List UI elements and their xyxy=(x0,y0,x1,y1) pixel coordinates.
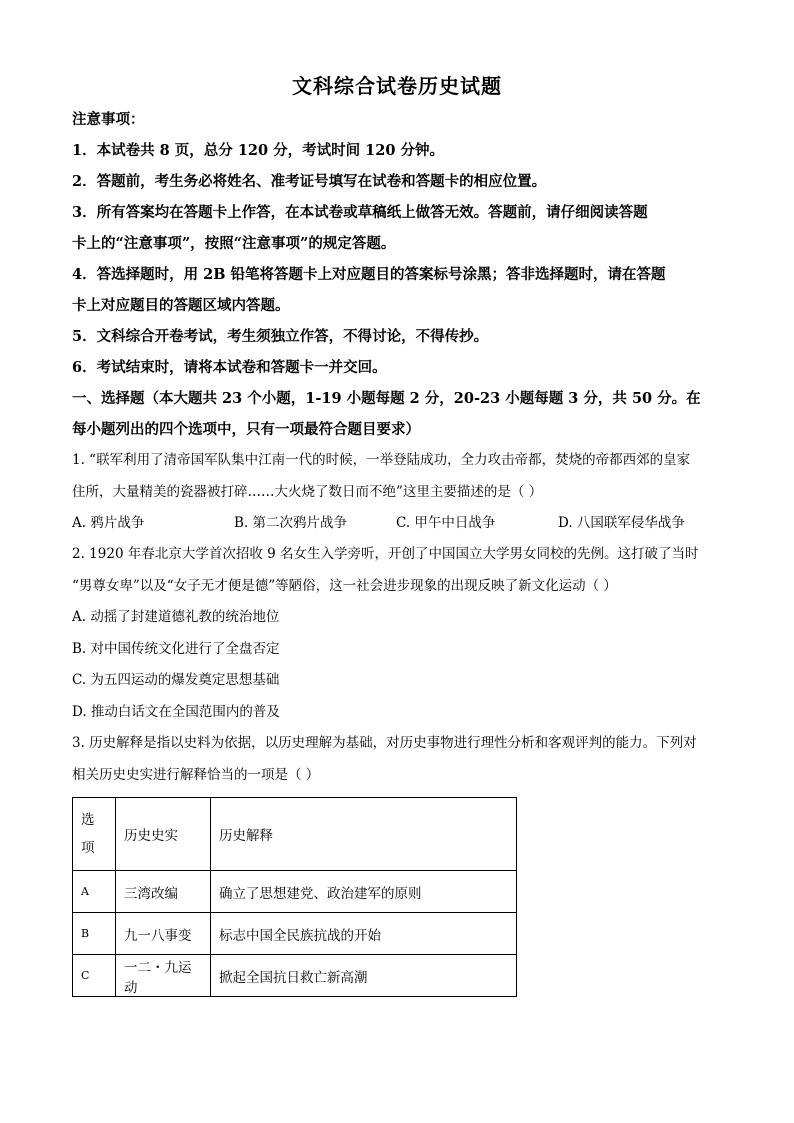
header-cell-fact: 历史史实 xyxy=(116,798,211,871)
options-row xyxy=(72,508,722,539)
cell-explanation: 标志中国全民族抗战的开始 xyxy=(211,913,517,955)
notice-line: 6．考试结束时，请将本试卷和答题卡一并交回。 xyxy=(72,359,387,376)
option-c: C. 为五四运动的爆发奠定思想基础 xyxy=(72,672,280,688)
notice-line: 卡上对应题目的答题区域内答题。 xyxy=(72,297,290,314)
cell-option: B xyxy=(73,913,116,955)
cell-fact: 一二・九运动 xyxy=(116,955,211,997)
cell-explanation: 确立了思想建党、政治建军的原则 xyxy=(211,871,517,913)
notice-line: 5．文科综合开卷考试，考生须独立作答，不得讨论，不得传抄。 xyxy=(72,328,489,345)
option-b: B. 对中国传统文化进行了全盘否定 xyxy=(72,640,280,657)
option-c: C. 甲午中日战争 xyxy=(396,515,496,531)
section-line: 每小题列出的四个选项中，只有一项最符合题目要求） xyxy=(72,421,420,438)
question-1 xyxy=(72,445,722,539)
history-table xyxy=(72,797,517,997)
notice-line: 4．答选择题时，用 2B 铅笔将答题卡上对应题目的答案标号涂黑；答非选择题时，请在答题 xyxy=(72,266,666,283)
cell-option: C xyxy=(73,955,116,997)
option-b: B. 第二次鸦片战争 xyxy=(234,515,348,531)
question-text: 2. 1920 年春北京大学首次招收 9 名女生入学旁听，开创了中国国立大学男女同校的先例。这打破了当时 xyxy=(72,546,699,562)
notice-section xyxy=(72,104,722,383)
notice-line: 3．所有答案均在答题卡上作答，在本试卷或草稿纸上做答无效。答题前，请仔细阅读答题 xyxy=(72,204,648,221)
table-row xyxy=(73,955,517,997)
question-2 xyxy=(72,539,722,728)
question-text: 住所，大量精美的瓷器被打碎……大火烧了数日而不绝”这里主要描述的是（ ） xyxy=(72,483,543,500)
option-d: D. 八国联军侵华战争 xyxy=(558,515,685,531)
notice-line: 2．答题前，考生务必将姓名、准考证号填写在试卷和答题卡的相应位置。 xyxy=(72,173,547,190)
cell-option: A xyxy=(73,871,116,913)
question-text: 3. 历史解释是指以史料为依据，以历史理解为基础，对历史事物进行理性分析和客观评判的能力。下列对 xyxy=(72,735,697,751)
question-text: 1. “联军利用了清帝国军队集中江南一代的时候，一举登陆成功，全力攻击帝都，焚烧的帝都西郊的皇家 xyxy=(72,452,691,468)
table-row xyxy=(73,871,517,913)
exam-content xyxy=(72,104,722,997)
notice-line: 1．本试卷共 8 页，总分 120 分，考试时间 120 分钟。 xyxy=(72,142,444,159)
option-a: A. 动摇了封建道德礼教的统治地位 xyxy=(72,609,280,625)
table-header-row xyxy=(73,798,517,871)
notice-heading: 注意事项： xyxy=(72,111,145,128)
page-title: 文科综合试卷历史试题 xyxy=(292,74,502,98)
table-row xyxy=(73,913,517,955)
notice-line: 卡上的“注意事项”，按照“注意事项”的规定答题。 xyxy=(72,235,396,252)
header-cell-option: 选 项 xyxy=(73,798,116,871)
question-text: 相关历史史实进行解释恰当的一项是（ ） xyxy=(72,766,320,783)
option-a: A. 鸦片战争 xyxy=(72,515,145,531)
option-d: D. 推动白话文在全国范围内的普及 xyxy=(72,703,280,720)
section-heading xyxy=(72,383,722,445)
header-cell-explanation: 历史解释 xyxy=(211,798,517,871)
cell-explanation: 掀起全国抗日救亡新高潮 xyxy=(211,955,517,997)
question-text: “男尊女卑”以及“女子无才便是德”等陋俗，这一社会进步现象的出现反映了新文化运动（ ） xyxy=(72,577,617,594)
cell-fact: 九一八事变 xyxy=(116,913,211,955)
question-3 xyxy=(72,728,722,997)
section-line: 一、选择题（本大题共 23 个小题，1-19 小题每题 2 分，20-23 小题每题 3 分，共 50 分。在 xyxy=(72,390,701,407)
cell-fact: 三湾改编 xyxy=(116,871,211,913)
